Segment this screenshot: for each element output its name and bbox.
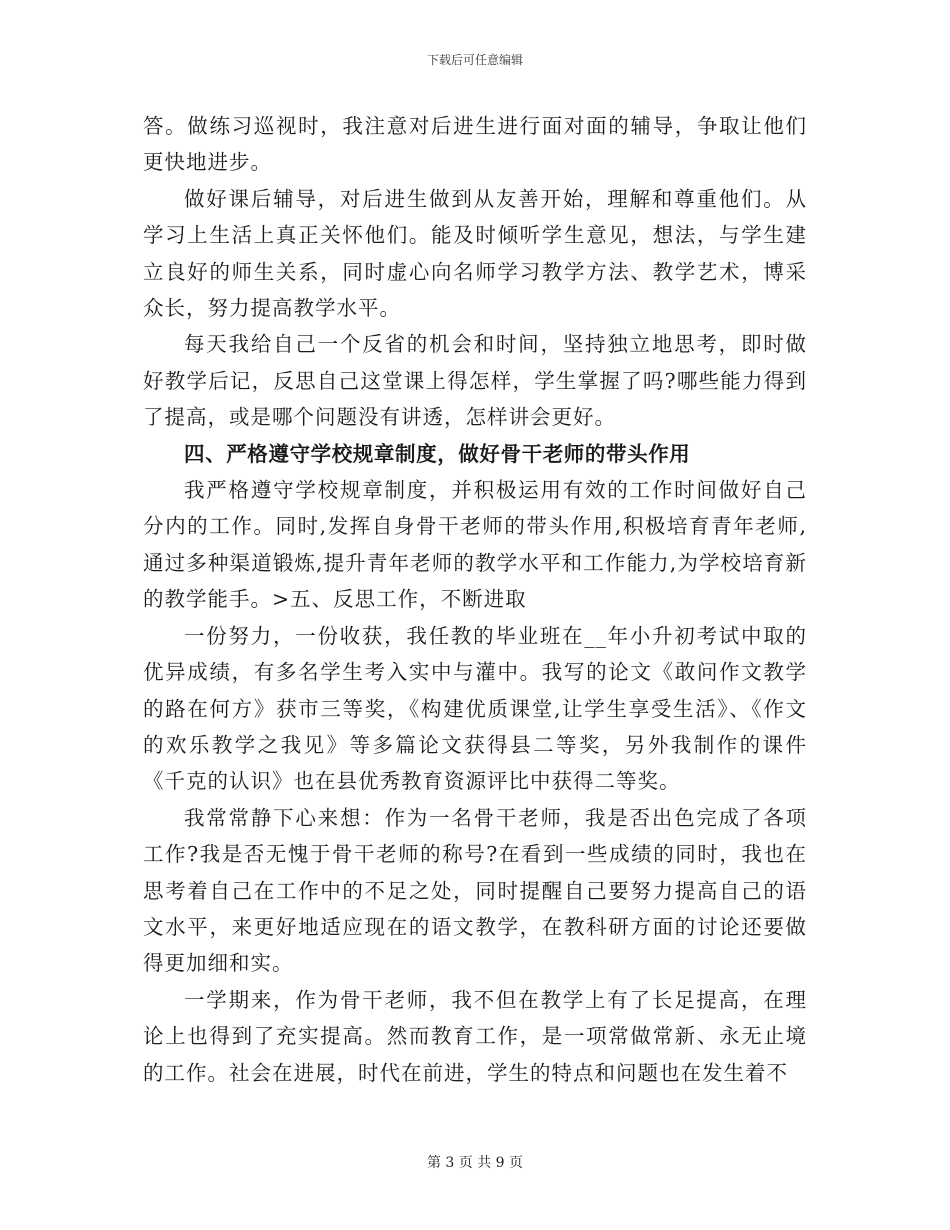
paragraph-school-rules: 我严格遵守学校规章制度，并积极运用有效的工作时间做好自己分内的工作。同时,发挥自身骨干老师的带头作用,积极培育青年老师,通过多种渠道锻炼,提升青年老师的教学水平和工作能力,为学校培育新的教学能手。>五、反思工作，不断进取: [143, 478, 807, 612]
page-header: 下载后可任意编辑: [426, 53, 523, 67]
paragraph-self-examination: 我常常静下心来想：作为一名骨干老师，我是否出色完成了各项工作?我是否无愧于骨干老师的称号?在看到一些成绩的同时，我也在思考着自己在工作中的不足之处，同时提醒自己要努力提高自己的语文水平，来更好地适应现在的语文教学，在教科研方面的讨论还要做得更加细和实。: [143, 805, 807, 976]
paragraph-achievements: 一份努力，一份收获，我任教的毕业班在__年小升初考试中取的优异成绩，有多名学生考入实中与灌中。我写的论文《敢问作文教学的路在何方》获市三等奖，《构建优质课堂,让学生享受生活》、《作文的欢乐教学之我见》等多篇论文获得县二等奖，另外我制作的课件《千克的认识》也在县优秀教育资源评比中获得二等奖。: [143, 623, 807, 794]
section-heading-four: 四、严格遵守学校规章制度，做好骨干老师的带头作用: [184, 441, 691, 466]
document-body: [143, 108, 807, 1091]
paragraph-after-class-tutoring: 做好课后辅导，对后进生做到从友善开始，理解和尊重他们。从学习上生活上真正关怀他们。能及时倾听学生意见，想法，与学生建立良好的师生关系，同时虚心向名师学习教学方法、教学艺术，博采众长，努力提高教学水平。: [143, 186, 807, 321]
paragraph-continuation: 答。做练习巡视时，我注意对后进生进行面对面的辅导，争取让他们更快地进步。: [143, 114, 807, 175]
paragraph-semester-summary: 一学期来，作为骨干老师，我不但在教学上有了长足提高，在理论上也得到了充实提高。然而教育工作，是一项常做常新、永无止境的工作。社会在进展，时代在前进，学生的特点和问题也在发生着不: [143, 987, 807, 1085]
page-number: 第 3 页 共 9 页: [426, 1155, 524, 1171]
paragraph-daily-reflection: 每天我给自己一个反省的机会和时间，坚持独立地思考，即时做好教学后记，反思自己这堂课上得怎样，学生掌握了吗?哪些能力得到了提高，或是哪个问题没有讲透，怎样讲会更好。: [143, 332, 807, 430]
